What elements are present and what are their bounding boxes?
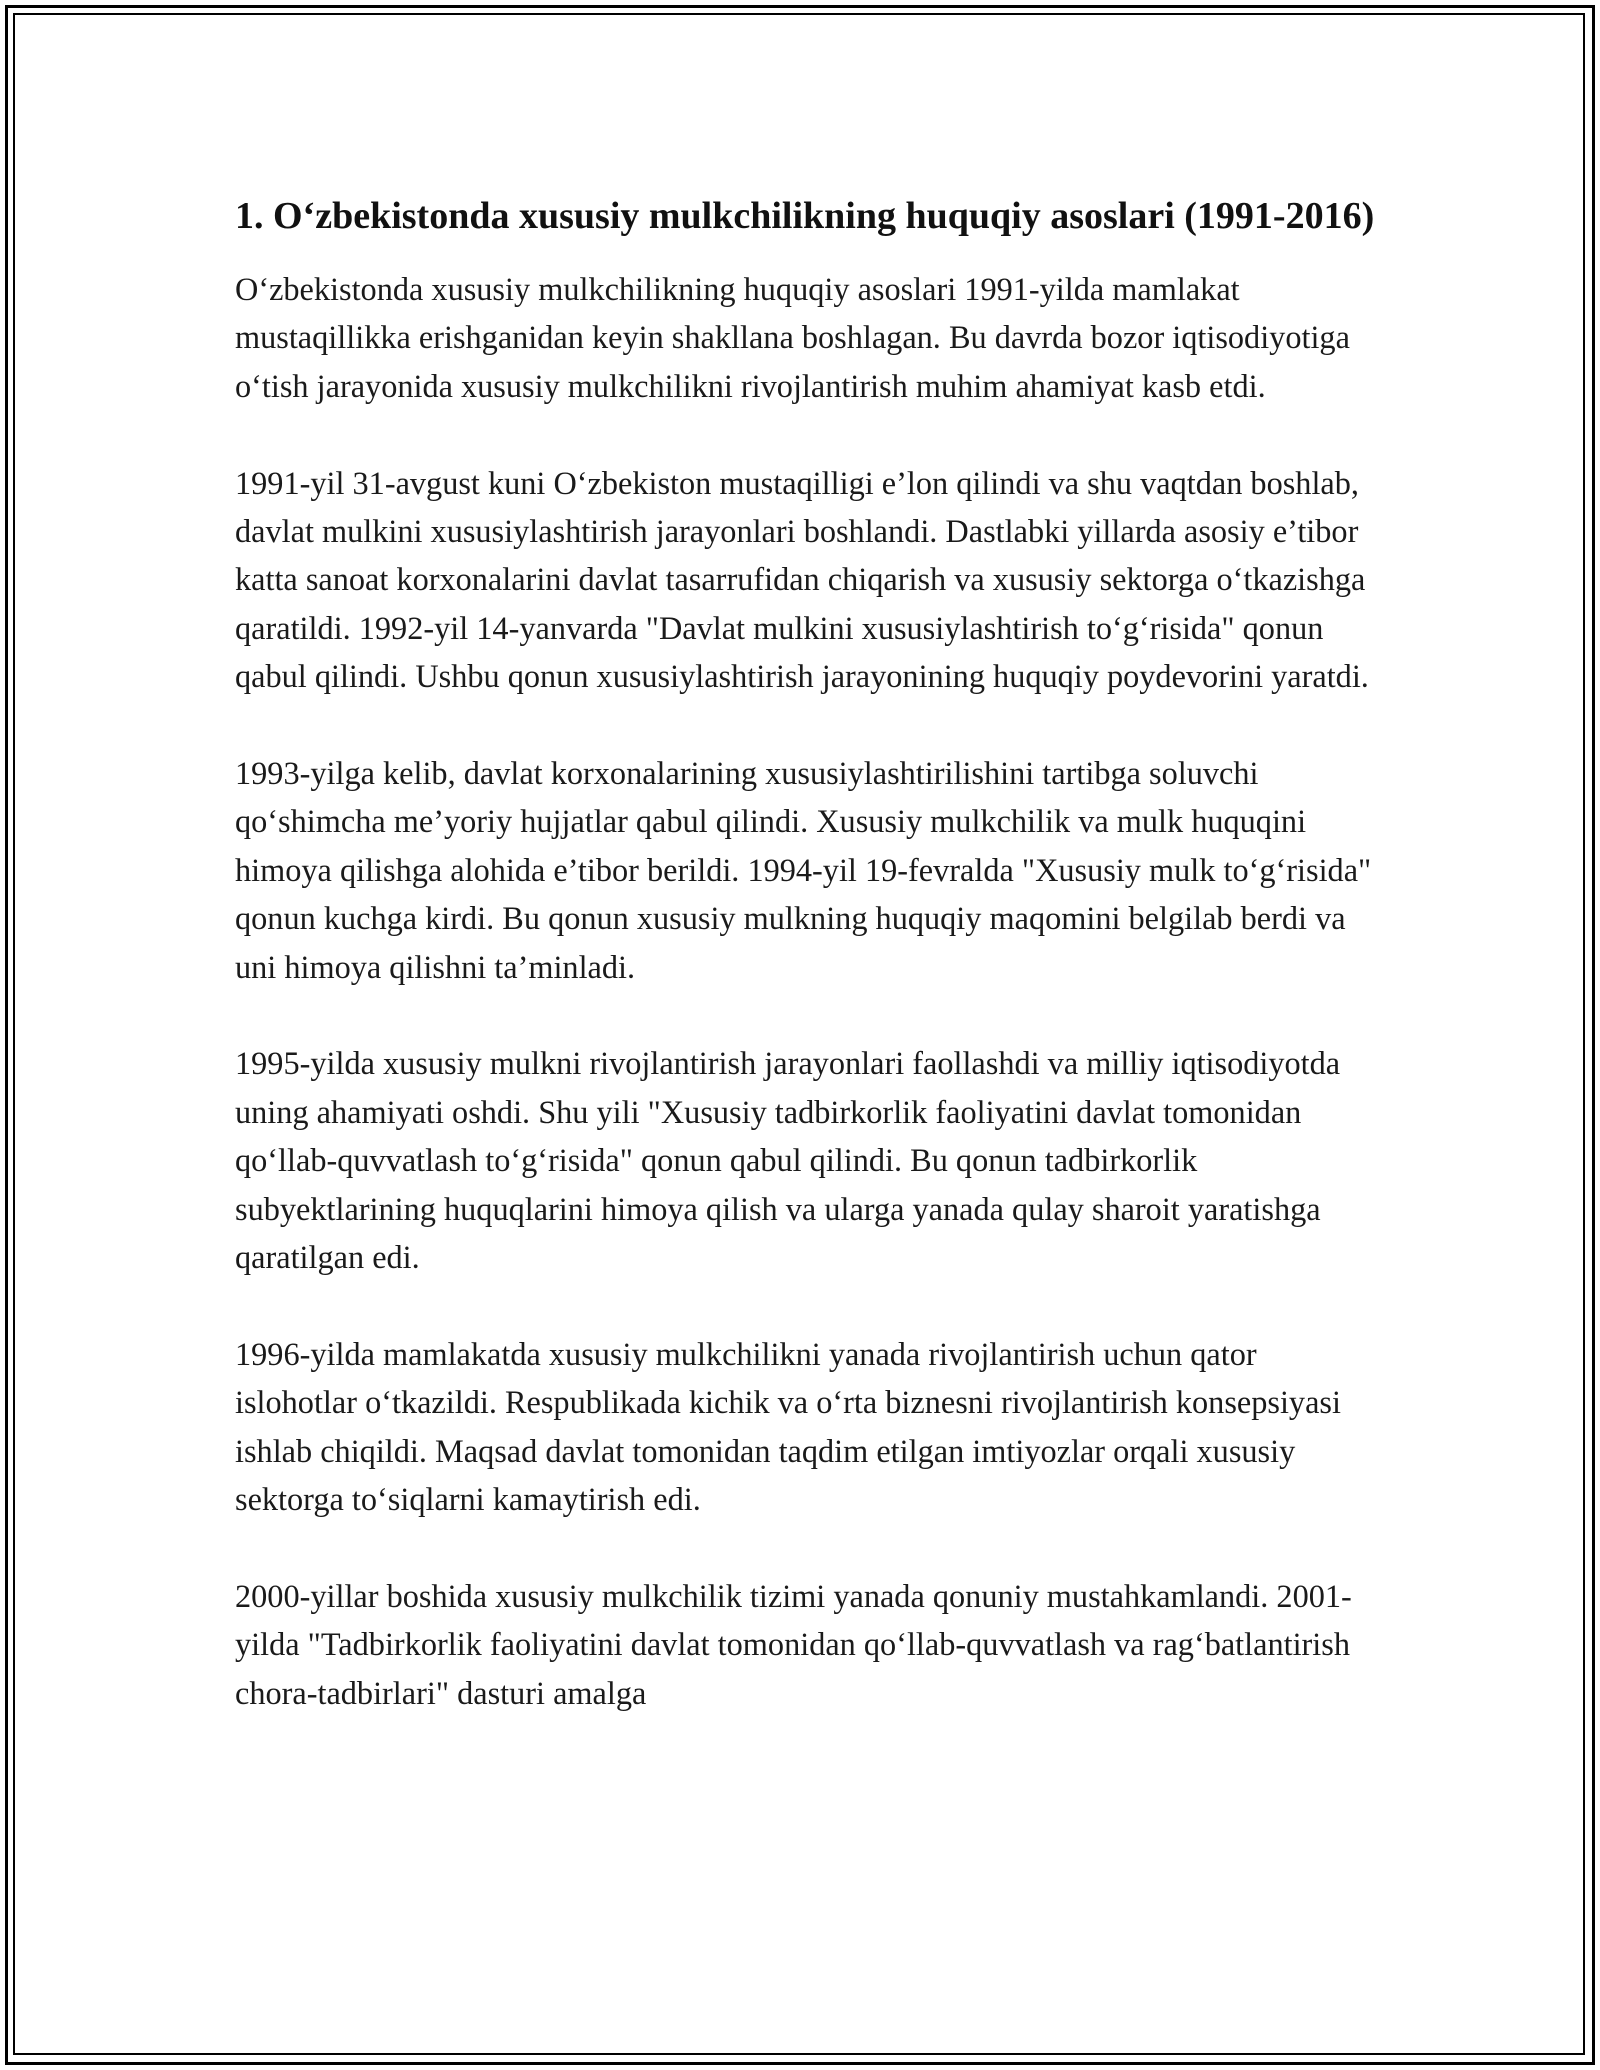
paragraph-1995: 1995-yilda xususiy mulkni rivojlantirish jarayonlari faollashdi va milliy iqtisodiyotda uning ahamiyati oshdi. Shu yili "Xususiy tadbirkorlik faoliyatini davlat tomonidan qo‘llab-quvvatlash to‘g‘risida" qonun qabul qilindi. Bu qonun tadbirkorlik subyektlarining huquqlarini himoya qilish va ularga yanada qulay sharoit yaratishga qaratilgan edi.	[235, 1045, 1341, 1276]
section-heading: 1. O‘zbekistonda xususiy mulkchilikning huquqiy asoslari (1991-2016)	[235, 195, 1375, 237]
paragraph-1996: 1996-yilda mamlakatda xususiy mulkchilikni yanada rivojlantirish uchun qator islohotlar o‘tkazildi. Respublikada kichik va o‘rta biznesni rivojlantirish konsepsiyasi ishlab chiqildi. Maqsad davlat tomonidan taqdim etilgan imtiyozlar orqali xususiy sektorga to‘siqlarni kamaytirish edi.	[235, 1335, 1341, 1518]
document-body	[235, 188, 1375, 1766]
paragraph-1993: 1993-yilga kelib, davlat korxonalarining xususiylashtirilishini tartibga soluvchi qo‘shimcha me’yoriy hujjatlar qabul qilindi. Xususiy mulkchilik va mulk huquqini himoya qilishga alohida e’tibor berildi. 1994-yil 19-fevralda "Xususiy mulk to‘g‘risida" qonun kuchga kirdi. Bu qonun xususiy mulkning huquqiy maqomini belgilab berdi va uni himoya qilishni ta’minladi.	[235, 755, 1372, 985]
paragraph-intro: O‘zbekistonda xususiy mulkchilikning huquqiy asoslari 1991-yilda mamlakat mustaqillikka erishganidan keyin shakllana boshlagan. Bu davrda bozor iqtisodiyotiga o‘tish jarayonida xususiy mulkchilikni rivojlantirish muhim ahamiyat kasb etdi.	[235, 271, 1350, 404]
paragraph-2000s: 2000-yillar boshida xususiy mulkchilik tizimi yanada qonuniy mustahkamlandi. 2001-yilda "Tadbirkorlik faoliyatini davlat tomonidan qo‘llab-quvvatlash va rag‘batlantirish chora-tadbirlari" dasturi amalga	[235, 1577, 1352, 1711]
paragraph-1991: 1991-yil 31-avgust kuni O‘zbekiston mustaqilligi e’lon qilindi va shu vaqtdan boshlab, davlat mulkini xususiylashtirish jarayonlari boshlandi. Dastlabki yillarda asosiy e’tibor katta sanoat korxonalarini davlat tasarrufidan chiqarish va xususiy sektorga o‘tkazishga qaratildi. 1992-yil 14-yanvarda "Davlat mulkini xususiylashtirish to‘g‘risida" qonun qabul qilindi. Ushbu qonun xususiylashtirish jarayonining huquqiy poydevorini yaratdi.	[235, 464, 1369, 695]
